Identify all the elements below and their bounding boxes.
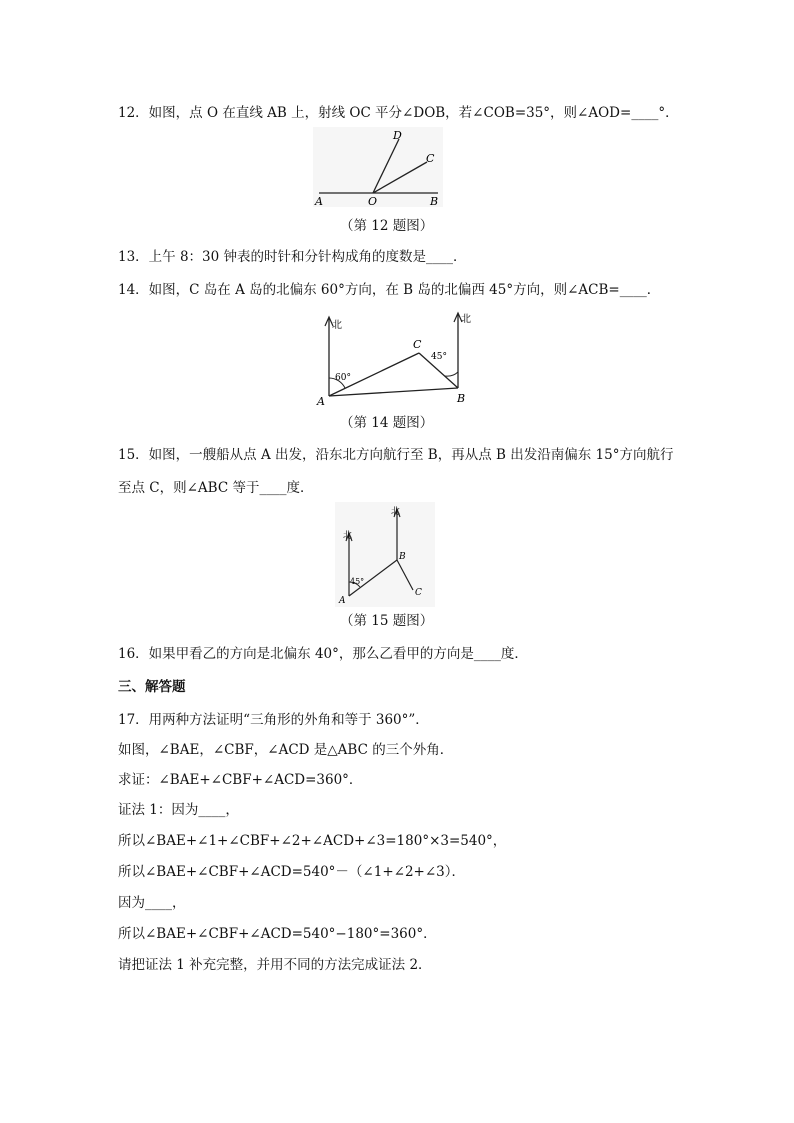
north-label-a: 北 (332, 320, 342, 331)
section-title: 三、解答题 (118, 679, 186, 695)
q17-line9: 请把证法 1 补充完整，并用不同的方法完成证法 2． (118, 957, 432, 973)
q12-figure (313, 127, 443, 207)
q16-text: 16．如果甲看乙的方向是北偏东 40°，那么乙看甲的方向是____度． (118, 646, 528, 662)
angle-label-b: 45° (431, 352, 447, 362)
q14-figure (315, 308, 475, 408)
label-c: C (426, 152, 435, 165)
q12-text: 12．如图，点 O 在直线 AB 上，射线 OC 平分∠DOB，若∠COB=35°，则∠AOD=____°． (118, 105, 679, 121)
north-label-b: 北 (391, 507, 401, 517)
q13-text: 13．上午 8：30 钟表的时针和分针构成角的度数是____． (118, 249, 467, 265)
north-label-a: 北 (343, 531, 353, 541)
label-b: B (399, 552, 406, 562)
q17-line1: 17．用两种方法证明“三角形的外角和等于 360°”． (118, 712, 429, 728)
q12-caption: （第 12 题图） (340, 218, 434, 234)
q17-line6: 所以∠BAE+∠CBF+∠ACD=540°－（∠1+∠2+∠3）． (118, 864, 466, 880)
q15-figure (335, 502, 435, 607)
q17-line8: 所以∠BAE+∠CBF+∠ACD=540°−180°=360°． (118, 926, 437, 942)
label-a: A (317, 395, 325, 408)
q15-line2: 至点 C，则∠ABC 等于____度． (118, 480, 314, 496)
q17-line2: 如图，∠BAE，∠CBF，∠ACD 是△ABC 的三个外角． (118, 742, 454, 758)
label-a: A (315, 195, 323, 207)
q15-caption: （第 15 题图） (340, 613, 434, 629)
label-a: A (339, 596, 346, 606)
q17-line7: 因为____， (118, 895, 186, 911)
label-d: D (393, 129, 402, 142)
angle-label-a: 45° (350, 577, 365, 586)
label-b: B (430, 195, 439, 207)
q17-line3: 求证：∠BAE+∠CBF+∠ACD=360°． (118, 772, 363, 788)
q17-line4: 证法 1：因为____， (118, 802, 239, 818)
angle-label-a: 60° (335, 373, 351, 383)
q14-caption: （第 14 题图） (340, 415, 434, 431)
label-b: B (457, 392, 466, 405)
north-label-b: 北 (461, 314, 471, 325)
q17-line5: 所以∠BAE+∠1+∠CBF+∠2+∠ACD+∠3=180°×3=540°， (118, 833, 507, 849)
segment-ab (329, 388, 458, 396)
q15-line1: 15．如图，一艘船从点 A 出发，沿东北方向航行至 B，再从点 B 出发沿南偏东 15°方向航行 (118, 447, 674, 463)
label-c: C (415, 588, 422, 598)
q14-text: 14．如图，C 岛在 A 岛的北偏东 60°方向，在 B 岛的北偏西 45°方向，则∠ACB=____． (118, 282, 661, 298)
arc-b (445, 372, 458, 376)
label-c: C (413, 338, 422, 351)
label-o: O (368, 195, 378, 207)
